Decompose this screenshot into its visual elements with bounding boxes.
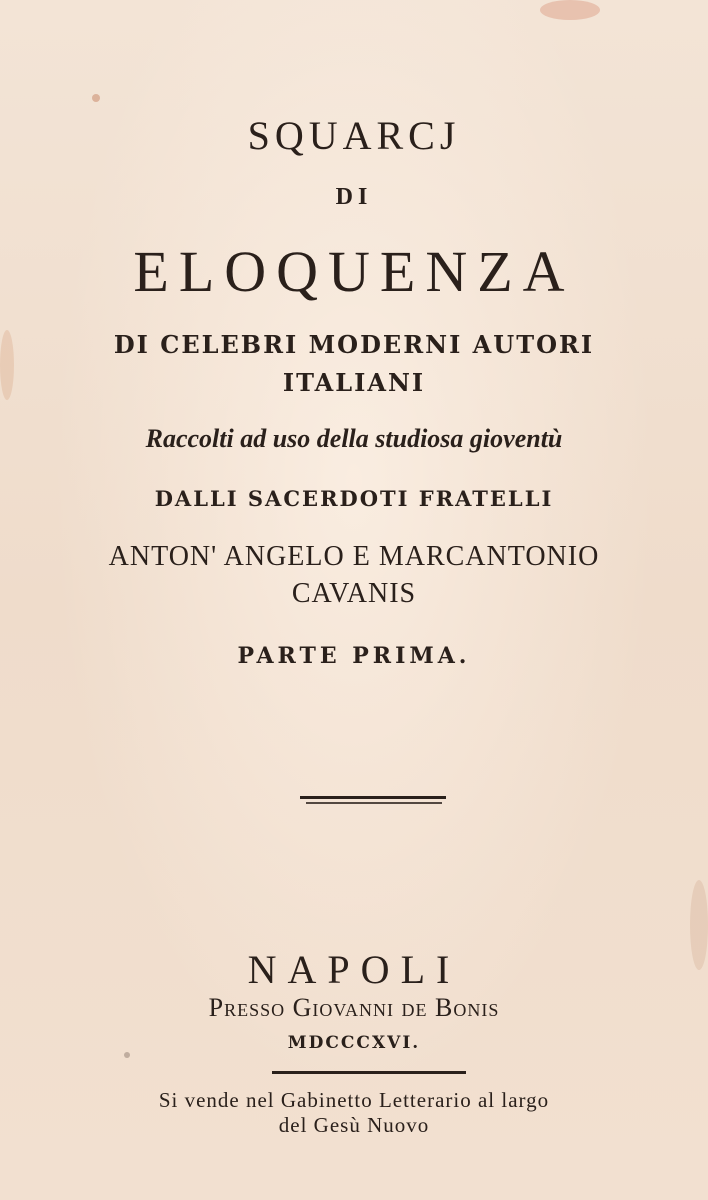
- title-line-1: SQUARCJ: [247, 113, 461, 158]
- editors-line-1: ANTON' ANGELO E MARCANTONIO: [108, 541, 600, 572]
- editors-intro: DALLI SACERDOTI FRATELLI: [154, 486, 554, 511]
- ornamental-rule: [300, 796, 446, 799]
- editors-line-2: CAVANIS: [291, 578, 417, 609]
- subtitle-line-2: ITALIANI: [282, 368, 426, 397]
- ornamental-rule-thin: [306, 802, 442, 804]
- paper-stain: [540, 0, 600, 20]
- title-line-2: ELOQUENZA: [133, 239, 575, 304]
- volume-label: PARTE PRIMA.: [237, 643, 471, 669]
- title-connector: DI: [335, 184, 373, 210]
- paper-spot: [92, 94, 100, 102]
- imprint-year: MDCCCXVI.: [287, 1033, 421, 1053]
- imprint-city: NAPOLI: [247, 947, 461, 992]
- compiled-note: Raccolti ad uso della studiosa gioventù: [145, 424, 563, 453]
- sale-note-line-2: del Gesù Nuovo: [278, 1113, 430, 1137]
- sale-note-line-1: Si vende nel Gabinetto Letterario al largo: [158, 1088, 550, 1112]
- divider-rule: [272, 1071, 466, 1074]
- subtitle-line-1: DI CELEBRI MODERNI AUTORI: [113, 330, 595, 359]
- imprint-printer: Presso Giovanni de Bonis: [208, 993, 500, 1022]
